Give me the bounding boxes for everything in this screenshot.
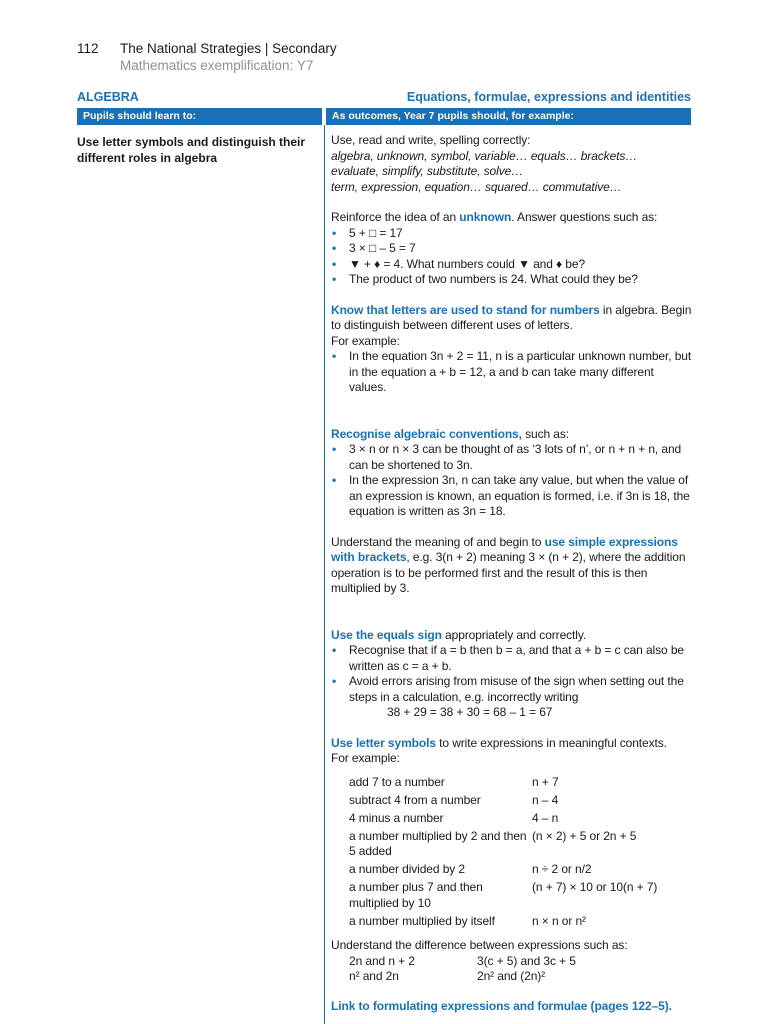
keyword-link[interactable]: Use letter symbols	[331, 735, 436, 750]
for-example: For example:	[331, 751, 400, 765]
list-item: • ▼ + ♦ = 4. What numbers could ▼ and ♦ be?	[331, 257, 693, 273]
column-head-left: Pupils should learn to:	[77, 108, 322, 125]
vocab-line: algebra, unknown, symbol, variable… equals… brackets…	[331, 148, 638, 163]
keyword-link[interactable]: use simple expressions with brackets	[331, 534, 678, 564]
table-row: a number divided by 2 n ÷ 2 or n/2	[349, 862, 592, 877]
table-row: 4 minus a number 4 – n	[349, 810, 559, 825]
table-row: subtract 4 from a number n – 4	[349, 792, 559, 807]
conventions-intro: Recognise algebraic conventions, such as:	[331, 426, 569, 441]
expressions-table	[349, 775, 657, 933]
list-item: • 3 × n or n × 3 can be thought of as ‘3 lots of n’, or n + n + n, and can be shortened to 3n.	[331, 442, 693, 473]
conventions-list	[331, 442, 693, 520]
comparison-row: 2n and n + 2 3(c + 5) and 3c + 5	[349, 953, 576, 968]
cross-reference-link[interactable]: Link to formulating expressions and formulae (pages 122–5).	[331, 998, 672, 1013]
brackets-para: Understand the meaning of and begin to use simple expressions with brackets, e.g. 3(n + 2) meaning 3 × (n + 2), where the addition operation is to be performed first and the result of this is then multiplied by 3.	[331, 534, 686, 595]
table-row: a number multiplied by itself n × n or n²	[349, 914, 586, 929]
letters-list	[331, 349, 693, 396]
list-item: • The product of two numbers is 24. What could they be?	[331, 272, 693, 288]
unknown-intro: Reinforce the idea of an unknown. Answer questions such as:	[331, 210, 658, 224]
vocab-intro: Use, read and write, spelling correctly:	[331, 133, 531, 147]
column-head-right: As outcomes, Year 7 pupils should, for example:	[326, 108, 691, 125]
section-strand: ALGEBRA	[77, 90, 139, 104]
header-title: The National Strategies | Secondary	[120, 41, 337, 56]
difference-intro: Understand the difference between expressions such as:	[331, 938, 628, 953]
list-item: • In the expression 3n, n can take any value, but when the value of an expression is known, an equation is formed, i.e. if 3n is 18, the equation is written as 3n = 18.	[331, 473, 693, 520]
for-example: For example:	[331, 333, 400, 348]
keyword-link[interactable]: Use the equals sign	[331, 627, 442, 642]
outcomes-column	[331, 133, 693, 1014]
column-divider	[324, 125, 325, 1024]
keyword-link[interactable]: unknown	[459, 210, 512, 224]
list-item: • Avoid errors arising from misuse of the sign when setting out the steps in a calculation, e.g. incorrectly writing 38 + 29 = 38 + 30 = 68 – 1 = 67	[331, 674, 693, 721]
list-item: • 5 + □ = 17	[331, 226, 693, 242]
keyword-link[interactable]: Recognise algebraic conventions,	[331, 426, 522, 441]
equals-intro: Use the equals sign appropriately and correctly.	[331, 627, 587, 642]
letters-intro: Know that letters are used to stand for numbers in algebra. Begin to distinguish between different uses of letters.	[331, 302, 692, 332]
symbols-intro: Use letter symbols to write expressions in meaningful contexts.	[331, 735, 667, 750]
page-number: 112	[77, 41, 99, 56]
table-row: a number multiplied by 2 and then 5 added (n × 2) + 5 or 2n + 5	[349, 828, 637, 859]
equals-list	[331, 643, 693, 721]
calc-example: 38 + 29 = 38 + 30 = 68 – 1 = 67	[387, 705, 553, 719]
keyword-link[interactable]: Know that letters are used to stand for numbers	[331, 302, 600, 317]
page-header	[77, 40, 337, 73]
table-row: add 7 to a number n + 7	[349, 774, 559, 789]
list-item: • In the equation 3n + 2 = 11, n is a particular unknown number, but in the equation a + b = 12, a and b can take many different values.	[331, 349, 693, 396]
unknown-list	[331, 226, 693, 288]
comparison-row: n² and 2n 2n² and (2n)²	[349, 969, 546, 984]
table-row: a number plus 7 and then multiplied by 10 (n + 7) × 10 or 10(n + 7)	[349, 880, 658, 910]
objective: Use letter symbols and distinguish their different roles in algebra	[77, 135, 306, 165]
list-item: • 3 × □ – 5 = 7	[331, 241, 693, 257]
list-item: • Recognise that if a = b then b = a, and that a + b = c can also be written as c = a + b.	[331, 643, 693, 674]
vocab-line: evaluate, simplify, substitute, solve…	[331, 164, 524, 178]
header-subtitle: Mathematics exemplification: Y7	[120, 58, 314, 73]
vocab-line: term, expression, equation… squared… commutative…	[331, 179, 622, 194]
section-topic: Equations, formulae, expressions and identities	[406, 90, 691, 104]
